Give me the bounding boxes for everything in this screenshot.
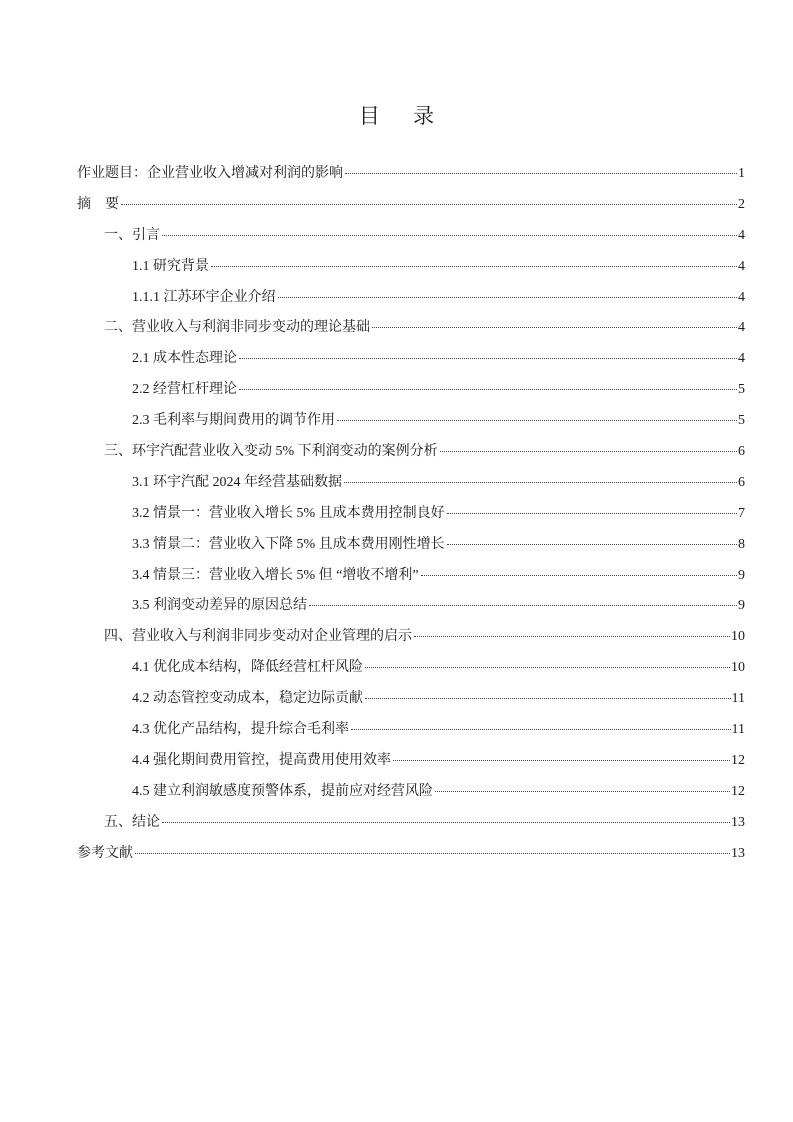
toc-entry-page: 7 xyxy=(738,505,745,521)
toc-entry-section-4-1[interactable] xyxy=(77,657,745,688)
toc-entry-section-2-3[interactable] xyxy=(77,410,745,441)
toc-entry-abstract[interactable] xyxy=(77,194,745,225)
toc-entry-section-4-4[interactable] xyxy=(77,750,745,781)
toc-entry-label: 3.3 情景二：营业收入下降 5% 且成本费用刚性增长 xyxy=(132,536,445,552)
toc-entry-page: 4 xyxy=(738,289,745,305)
toc-entry-label: 3.1 环宇汽配 2024 年经营基础数据 xyxy=(132,474,342,490)
dot-leader xyxy=(239,389,737,390)
dot-leader xyxy=(440,451,737,452)
toc-entry-label: 1.1.1 江苏环宇企业介绍 xyxy=(132,289,276,305)
dot-leader xyxy=(421,575,737,576)
toc-entry-chapter-4[interactable] xyxy=(77,626,745,657)
dot-leader xyxy=(447,544,737,545)
dot-leader xyxy=(162,235,737,236)
toc-entry-label: 1.1 研究背景 xyxy=(132,258,209,274)
toc-entry-section-2-2[interactable] xyxy=(77,379,745,410)
toc-entry-label: 3.2 情景一：营业收入增长 5% 且成本费用控制良好 xyxy=(132,505,445,521)
dot-leader xyxy=(345,173,737,174)
toc-entry-section-3-4[interactable] xyxy=(77,565,745,596)
toc-entry-label: 2.3 毛利率与期间费用的调节作用 xyxy=(132,413,335,429)
toc-entry-page: 11 xyxy=(731,722,745,738)
toc-entry-page: 1 xyxy=(738,166,745,181)
toc-entry-label: 三、环宇汽配营业收入变动 5% 下利润变动的案例分析 xyxy=(104,444,438,460)
toc-entry-page: 10 xyxy=(731,660,745,676)
toc-entry-section-3-3[interactable] xyxy=(77,534,745,565)
toc-entry-chapter-2[interactable] xyxy=(77,317,745,348)
toc-entry-section-3-5[interactable] xyxy=(77,595,745,626)
toc-entry-chapter-1[interactable] xyxy=(77,225,745,256)
toc-entry-section-3-1[interactable] xyxy=(77,472,745,503)
dot-leader xyxy=(365,667,730,668)
table-of-contents xyxy=(77,163,745,873)
toc-entry-page: 11 xyxy=(731,691,745,707)
toc-entry-label: 一、引言 xyxy=(104,227,160,243)
toc-title: 目 录 xyxy=(358,104,449,128)
dot-leader xyxy=(309,605,737,606)
dot-leader xyxy=(372,327,737,328)
toc-entry-references[interactable] xyxy=(77,843,745,874)
dot-leader xyxy=(414,636,730,637)
toc-entry-page: 10 xyxy=(731,629,745,645)
toc-entry-page: 5 xyxy=(738,413,745,429)
toc-entry-page: 12 xyxy=(731,783,745,799)
toc-entry-label: 4.3 优化产品结构，提升综合毛利率 xyxy=(132,722,349,738)
toc-entry-chapter-3[interactable] xyxy=(77,441,745,472)
toc-entry-section-4-5[interactable] xyxy=(77,781,745,812)
toc-entry-page: 6 xyxy=(738,474,745,490)
dot-leader xyxy=(239,358,737,359)
toc-entry-section-4-2[interactable] xyxy=(77,688,745,719)
toc-entry-page: 4 xyxy=(738,320,745,336)
toc-entry-page: 4 xyxy=(738,227,745,243)
toc-entry-label: 二、营业收入与利润非同步变动的理论基础 xyxy=(104,320,370,336)
toc-entry-page: 8 xyxy=(738,536,745,552)
dot-leader xyxy=(278,297,738,298)
toc-entry-page: 4 xyxy=(738,351,745,367)
dot-leader xyxy=(337,420,737,421)
dot-leader xyxy=(435,791,730,792)
toc-entry-page: 9 xyxy=(738,598,745,614)
toc-entry-section-3-2[interactable] xyxy=(77,503,745,534)
toc-entry-chapter-5[interactable] xyxy=(77,812,745,843)
toc-entry-label: 作业题目：企业营业收入增减对利润的影响 xyxy=(77,166,343,181)
dot-leader xyxy=(135,853,730,854)
toc-entry-label: 五、结论 xyxy=(104,814,160,830)
toc-entry-section-1-1-1[interactable] xyxy=(77,287,745,318)
toc-entry-label: 参考文献 xyxy=(77,845,133,861)
toc-entry-page: 2 xyxy=(738,196,745,212)
toc-entry-section-2-1[interactable] xyxy=(77,348,745,379)
dot-leader xyxy=(447,513,737,514)
dot-leader xyxy=(162,822,730,823)
toc-entry-label: 4.1 优化成本结构，降低经营杠杆风险 xyxy=(132,660,363,676)
toc-entry-label: 4.2 动态管控变动成本，稳定边际贡献 xyxy=(132,691,363,707)
toc-entry-section-1-1[interactable] xyxy=(77,256,745,287)
toc-entry-assignment-title[interactable] xyxy=(77,163,745,194)
toc-entry-label: 4.4 强化期间费用管控，提高费用使用效率 xyxy=(132,752,391,768)
toc-entry-section-4-3[interactable] xyxy=(77,719,745,750)
dot-leader xyxy=(365,698,731,699)
toc-entry-label: 四、营业收入与利润非同步变动对企业管理的启示 xyxy=(104,629,412,645)
toc-entry-label: 2.1 成本性态理论 xyxy=(132,351,237,367)
toc-entry-page: 6 xyxy=(738,444,745,460)
toc-entry-label: 摘 要 xyxy=(77,196,119,212)
toc-entry-page: 12 xyxy=(731,752,745,768)
dot-leader xyxy=(344,482,737,483)
toc-entry-page: 13 xyxy=(731,814,745,830)
dot-leader xyxy=(121,204,737,205)
toc-entry-label: 4.5 建立利润敏感度预警体系，提前应对经营风险 xyxy=(132,783,433,799)
toc-entry-label: 3.4 情景三：营业收入增长 5% 但 “增收不增利” xyxy=(132,567,419,583)
toc-entry-label: 3.5 利润变动差异的原因总结 xyxy=(132,598,307,614)
toc-entry-page: 13 xyxy=(731,845,745,861)
dot-leader xyxy=(351,729,731,730)
dot-leader xyxy=(393,760,730,761)
toc-entry-page: 9 xyxy=(738,567,745,583)
toc-entry-page: 5 xyxy=(738,382,745,398)
dot-leader xyxy=(211,266,737,267)
toc-entry-page: 4 xyxy=(738,258,745,274)
toc-entry-label: 2.2 经营杠杆理论 xyxy=(132,382,237,398)
